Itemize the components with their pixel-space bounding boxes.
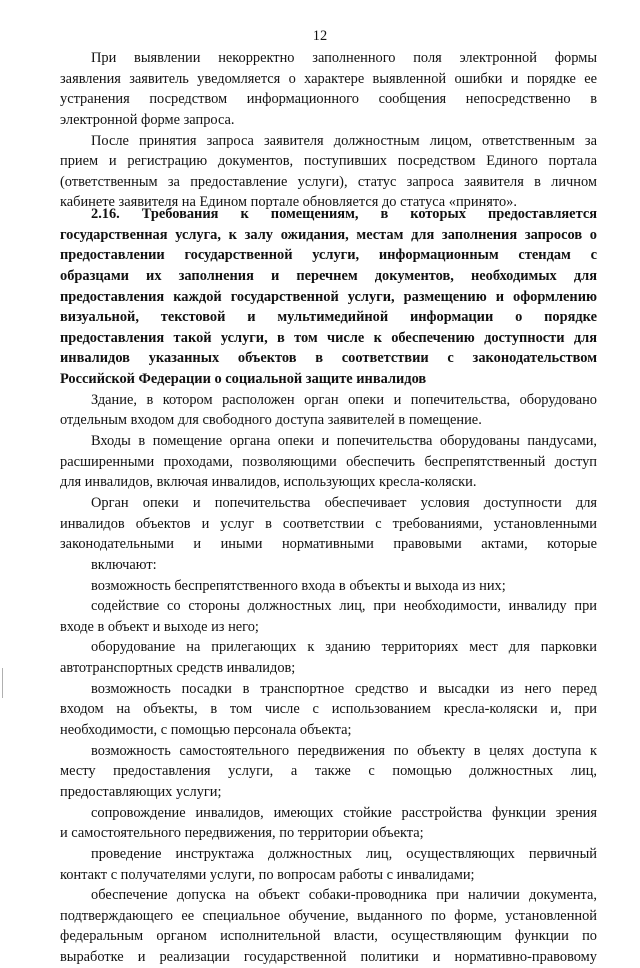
paragraphs-block-2 bbox=[60, 204, 597, 968]
text-line: возможность беспрепятственного входа в объекты и выхода из них; bbox=[91, 577, 506, 594]
text-line: предоставления такой услуги, в том числе к обеспечению доступности для bbox=[60, 329, 597, 346]
text-line: оборудование на прилегающих к зданию территориях мест для парковки bbox=[91, 639, 597, 656]
text-line: входом на объекты, в том числе с использованием кресла-коляски и, при bbox=[60, 701, 597, 718]
text-line: (ответственным за предоставление услуги), статус запроса заявителя в личном bbox=[60, 173, 597, 190]
text-line: устранения посредством информационного сообщения непосредственно в bbox=[60, 91, 597, 108]
text-line: содействие со стороны должностных лиц, при необходимости, инвалиду при bbox=[91, 598, 597, 615]
text-line: включают: bbox=[91, 556, 157, 573]
text-line: заявления заявитель уведомляется о характере выявленной ошибки и порядке ее bbox=[60, 70, 597, 87]
text-line: отдельным входом для свободного доступа заявителей в помещение. bbox=[60, 412, 482, 429]
text-line: государственная услуга, к залу ожидания, местам для заполнения запросов о bbox=[60, 226, 597, 243]
text-line: предоставлении государственной услуги, информационным стендам с bbox=[60, 247, 597, 264]
text-line: автотранспортных средств инвалидов; bbox=[60, 660, 296, 677]
text-line: образцами их заполнения и перечнем документов, необходимых для bbox=[60, 267, 597, 284]
text-line: и самостоятельного передвижения, по территории объекта; bbox=[60, 825, 424, 842]
text-line: подтверждающего ее специальное обучение, выданного по форме, установленной bbox=[60, 907, 597, 924]
text-line: федеральным органом исполнительной власти, осуществляющим функции по bbox=[60, 928, 597, 945]
text-line: Входы в помещение органа опеки и попечительства оборудованы пандусами, bbox=[91, 433, 597, 450]
text-line: кабинете заявителя на Едином портале обновляется до статуса «принято». bbox=[60, 194, 517, 211]
text-line: Российской Федерации о социальной защите инвалидов bbox=[60, 371, 427, 388]
text-line: возможность посадки в транспортное средство и высадки из него перед bbox=[91, 680, 597, 697]
text-line: После принятия запроса заявителя должностным лицом, ответственным за bbox=[91, 132, 597, 149]
paragraphs-block-1 bbox=[60, 48, 597, 213]
text-line: необходимости, с помощью персонала объекта; bbox=[60, 722, 352, 739]
text-line: прием и регистрацию документов, поступивших посредством Единого портала bbox=[60, 153, 597, 170]
text-line: проведение инструктажа должностных лиц, осуществляющих первичный bbox=[91, 845, 597, 862]
text-line: возможность самостоятельного передвижения по объекту в целях доступа к bbox=[91, 742, 597, 759]
text-line: обеспечение допуска на объект собаки-проводника при наличии документа, bbox=[91, 887, 597, 904]
text-line: входе в объект и выходе из него; bbox=[60, 618, 259, 635]
text-line: Здание, в котором расположен орган опеки и попечительства, оборудовано bbox=[91, 391, 597, 408]
text-line: визуальной, текстовой и мультимедийной информации о порядке bbox=[60, 309, 597, 326]
text-line: 2.16. Требования к помещениям, в которых предоставляется bbox=[91, 206, 597, 222]
text-line: При выявлении некорректно заполненного поля электронной формы bbox=[91, 50, 597, 66]
margin-mark bbox=[2, 668, 3, 698]
text-line: контакт с получателями услуги, по вопросам работы с инвалидами; bbox=[60, 866, 475, 883]
page-number: 12 bbox=[312, 28, 328, 44]
text-line: расширенными проходами, позволяющими обеспечить беспрепятственный доступ bbox=[60, 453, 597, 470]
text-line: предоставления каждой государственной услуги, размещению и оформлению bbox=[60, 288, 597, 305]
text-line: сопровождение инвалидов, имеющих стойкие расстройства функции зрения bbox=[91, 804, 597, 821]
text-line: Орган опеки и попечительства обеспечивает условия доступности для bbox=[91, 494, 597, 511]
text-line: выработке и реализации государственной политики и нормативно-правовому bbox=[60, 949, 597, 966]
text-line: для инвалидов, включая инвалидов, использующих кресла-коляски. bbox=[60, 474, 477, 491]
text-line: законодательными и иными нормативными правовыми актами, которые bbox=[60, 536, 597, 553]
text-line: инвалидов объектов и услуг в соответствии с требованиями, установленными bbox=[60, 515, 597, 532]
text-line: электронной форме запроса. bbox=[60, 111, 235, 128]
text-line: месту предоставления услуги, а также с помощью должностных лиц, bbox=[60, 763, 597, 780]
text-line: предоставляющих услуги; bbox=[60, 783, 222, 800]
text-line: инвалидов указанных объектов в соответствии с законодательством bbox=[60, 350, 597, 367]
